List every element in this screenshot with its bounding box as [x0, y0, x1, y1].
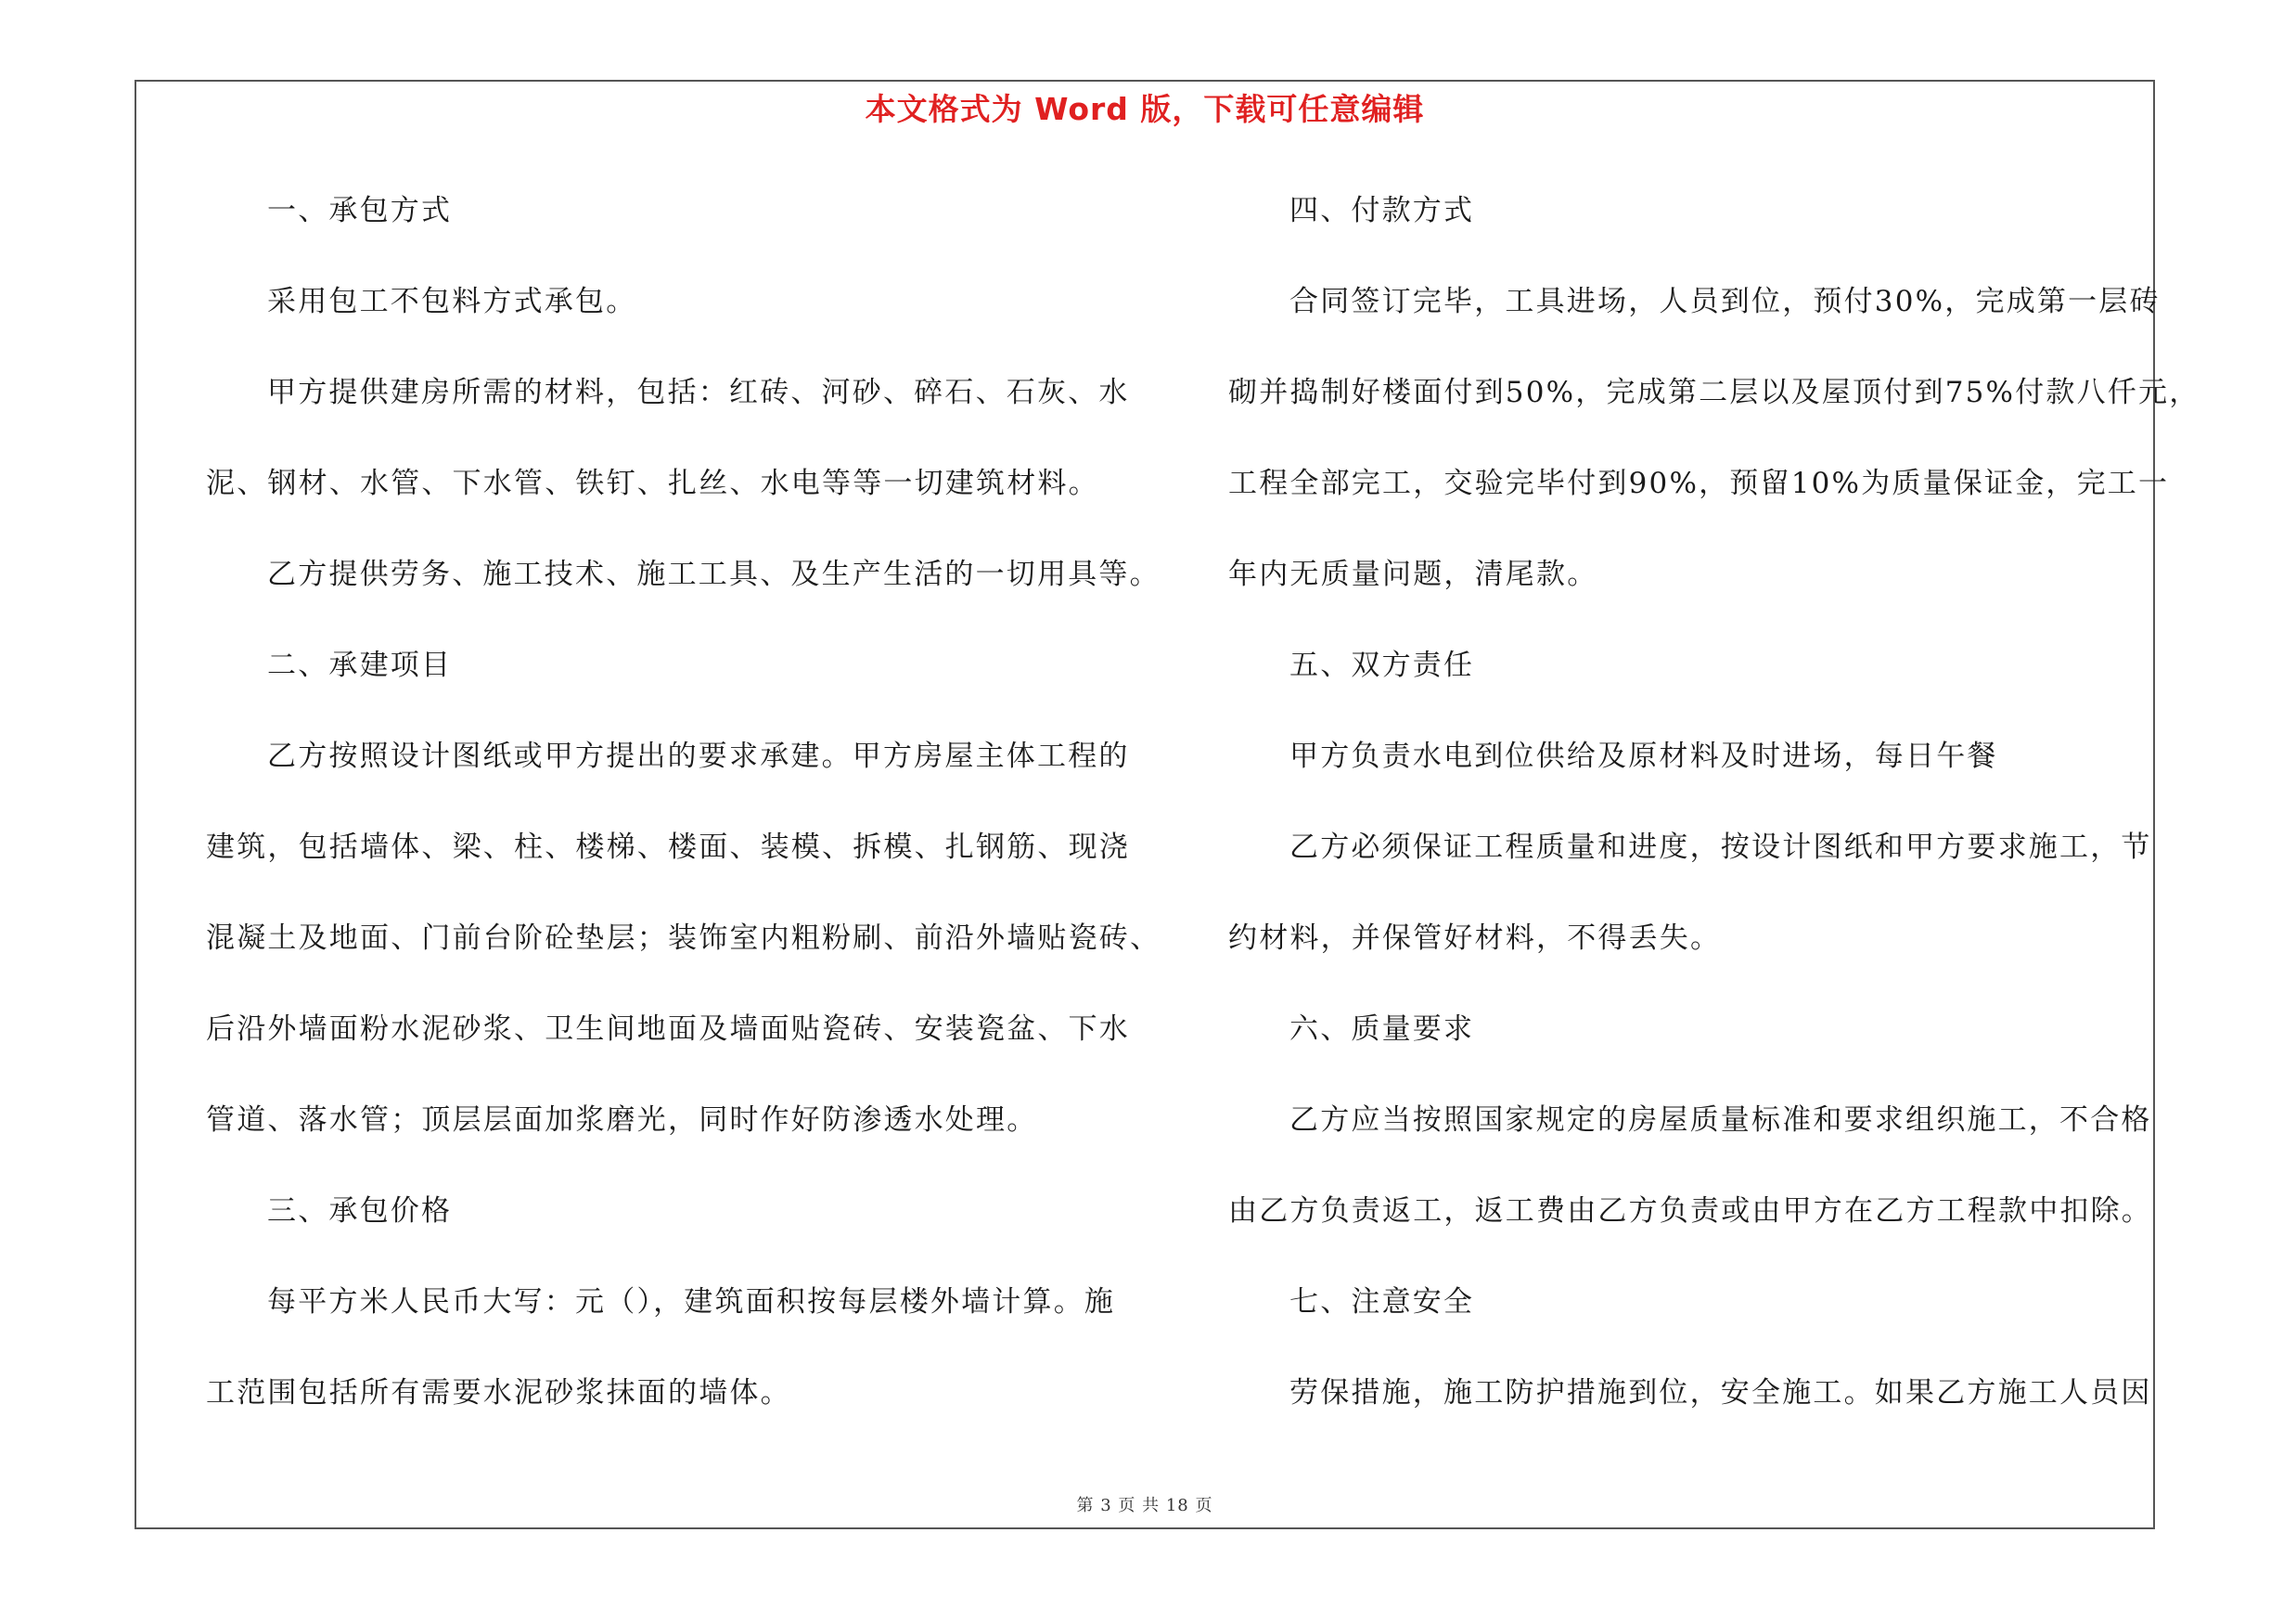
paragraph-line: 工程全部完工，交验完毕付到90%，预留10%为质量保证金，完工一 [1228, 467, 2170, 500]
paragraph-line: 砌并捣制好楼面付到50%，完成第二层以及屋顶付到75%付款八仟元， [1228, 376, 2200, 409]
paragraph-line-start: 一、承包方式 [267, 194, 453, 227]
paragraph-line: 建筑，包括墙体、梁、柱、楼梯、楼面、装模、拆模、扎钢筋、现浇 [206, 831, 1130, 864]
paragraph-line: 由乙方负责返工，返工费由乙方负责或由甲方在乙方工程款中扣除。 [1228, 1194, 2152, 1228]
paragraph-line-start: 劳保措施，施工防护措施到位，安全施工。如果乙方施工人员因 [1289, 1376, 2152, 1410]
right-text-column [1228, 186, 2200, 1459]
paragraph-line-start: 采用包工不包料方式承包。 [267, 285, 637, 318]
paragraph-line: 约材料，并保管好材料，不得丢失。 [1228, 921, 1722, 955]
paragraph-line: 后沿外墙面粉水泥砂浆、卫生间地面及墙面贴瓷砖、安装瓷盆、下水 [206, 1012, 1130, 1046]
paragraph-line-start: 甲方负责水电到位供给及原材料及时进场，每日午餐 [1289, 740, 1998, 773]
paragraph-line-start: 五、双方责任 [1289, 649, 1475, 682]
paragraph-line-start: 乙方必须保证工程质量和进度，按设计图纸和甲方要求施工，节 [1289, 831, 2152, 864]
paragraph-line-start: 乙方应当按照国家规定的房屋质量标准和要求组织施工，不合格 [1289, 1103, 2152, 1137]
paragraph-line-start: 六、质量要求 [1289, 1012, 1475, 1046]
paragraph-line-start: 乙方按照设计图纸或甲方提出的要求承建。甲方房屋主体工程的 [267, 740, 1130, 773]
paragraph-line: 工范围包括所有需要水泥砂浆抹面的墙体。 [206, 1376, 791, 1410]
left-text-column [206, 186, 1161, 1459]
paragraph-line-start: 每平方米人民币大写：元（），建筑面积按每层楼外墙计算。施 [267, 1285, 1116, 1319]
paragraph-line-start: 三、承包价格 [267, 1194, 453, 1228]
paragraph-line-start: 四、付款方式 [1289, 194, 1475, 227]
paragraph-line: 混凝土及地面、门前台阶砼垫层；装饰室内粗粉刷、前沿外墙贴瓷砖、 [206, 921, 1161, 955]
format-banner: 本文格式为 Word 版，下载可任意编辑 [865, 91, 1425, 127]
page-number: 第 3 页 共 18 页 [1076, 1496, 1213, 1515]
paragraph-line: 泥、钢材、水管、下水管、铁钉、扎丝、水电等等一切建筑材料。 [206, 467, 1099, 500]
paragraph-line-start: 乙方提供劳务、施工技术、施工工具、及生产生活的一切用具等。 [267, 558, 1161, 591]
paragraph-line-start: 二、承建项目 [267, 649, 453, 682]
paragraph-line-start: 合同签订完毕，工具进场，人员到位，预付30%，完成第一层砖 [1289, 285, 2161, 318]
paragraph-line-start: 甲方提供建房所需的材料，包括：红砖、河砂、碎石、石灰、水 [267, 376, 1130, 409]
paragraph-line-start: 七、注意安全 [1289, 1285, 1475, 1319]
paragraph-line: 年内无质量问题，清尾款。 [1228, 558, 1598, 591]
paragraph-line: 管道、落水管；顶层层面加浆磨光，同时作好防渗透水处理。 [206, 1103, 1038, 1137]
